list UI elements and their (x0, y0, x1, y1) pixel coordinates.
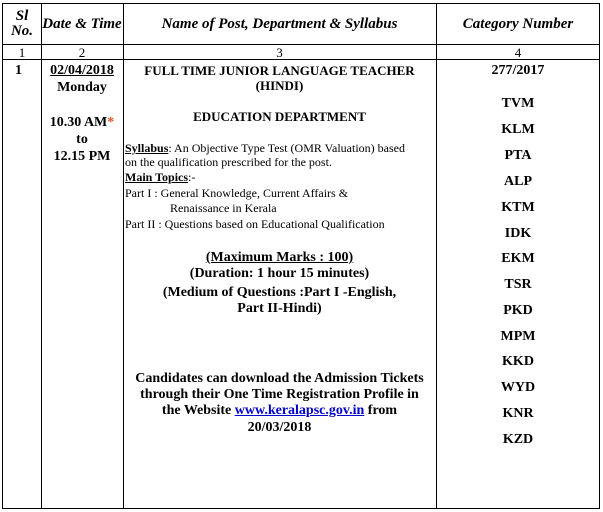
exam-time-end: 12.15 PM (53, 149, 111, 164)
syllabus-line2: on the qualification prescribed for the post. (125, 155, 332, 169)
district-code: MPM (500, 329, 536, 344)
district-code: IDK (504, 226, 532, 241)
district-code: TVM (501, 96, 535, 111)
duration: (Duration: 1 hour 15 minutes) (189, 266, 370, 281)
column-number: 1 (18, 45, 26, 60)
column-number: 3 (276, 45, 283, 60)
exam-schedule-table (2, 3, 600, 509)
district-code: ALP (504, 174, 532, 189)
district-code: KLM (501, 122, 535, 137)
medium-line1: (Medium of Questions :Part I -English, (162, 285, 397, 300)
header-post: Name of Post, Department & Syllabus (161, 15, 398, 32)
district-code: PKD (503, 303, 533, 318)
part1-line1: Part I : General Knowledge, Current Affairs & (125, 186, 349, 200)
notice-line4: 20/03/2018 (247, 420, 312, 435)
category-number: 277/2017 (491, 63, 545, 78)
district-code: KZD (502, 432, 534, 447)
medium-line2: Part II-Hindi) (237, 301, 322, 316)
district-code: KKD (502, 354, 534, 369)
exam-date: 02/04/2018 (50, 63, 114, 78)
post-title-line2: (HINDI) (255, 78, 304, 93)
district-code: WYD (500, 380, 536, 395)
syllabus-line1: Syllabus: An Objective Type Test (OMR Valuation) based (125, 141, 405, 155)
notice-line3: the Website www.keralapsc.gov.in from (161, 403, 398, 418)
district-code: KNR (502, 406, 534, 421)
website-link[interactable]: www.keralapsc.gov.in (234, 403, 365, 418)
max-marks: (Maximum Marks : 100) (205, 250, 354, 265)
district-code: TSR (504, 277, 532, 292)
part2: Part II : Questions based on Educational Qualification (125, 217, 385, 231)
department: EDUCATION DEPARTMENT (193, 109, 366, 124)
post-title-line1: FULL TIME JUNIOR LANGUAGE TEACHER (144, 63, 415, 78)
exam-day: Monday (57, 80, 107, 95)
column-number: 4 (514, 45, 522, 60)
header-sl-no: Sl No. (10, 8, 34, 39)
serial-number: 1 (15, 63, 22, 78)
column-number: 2 (78, 45, 86, 60)
header-category: Category Number (462, 15, 574, 32)
district-code: KTM (501, 200, 535, 215)
exam-time-to: to (76, 132, 88, 147)
district-code: PTA (504, 148, 532, 163)
exam-time-start: 10.30 AM* (49, 115, 115, 130)
notice-line1: Candidates can download the Admission Tickets (135, 371, 424, 386)
notice-line2: through their One Time Registration Profile in (140, 387, 419, 402)
part1-line2: Renaissance in Kerala (170, 201, 277, 215)
main-topics-label: Main Topics:- (125, 170, 196, 184)
header-date-time: Date & Time (42, 15, 122, 32)
district-code: EKM (501, 251, 535, 266)
